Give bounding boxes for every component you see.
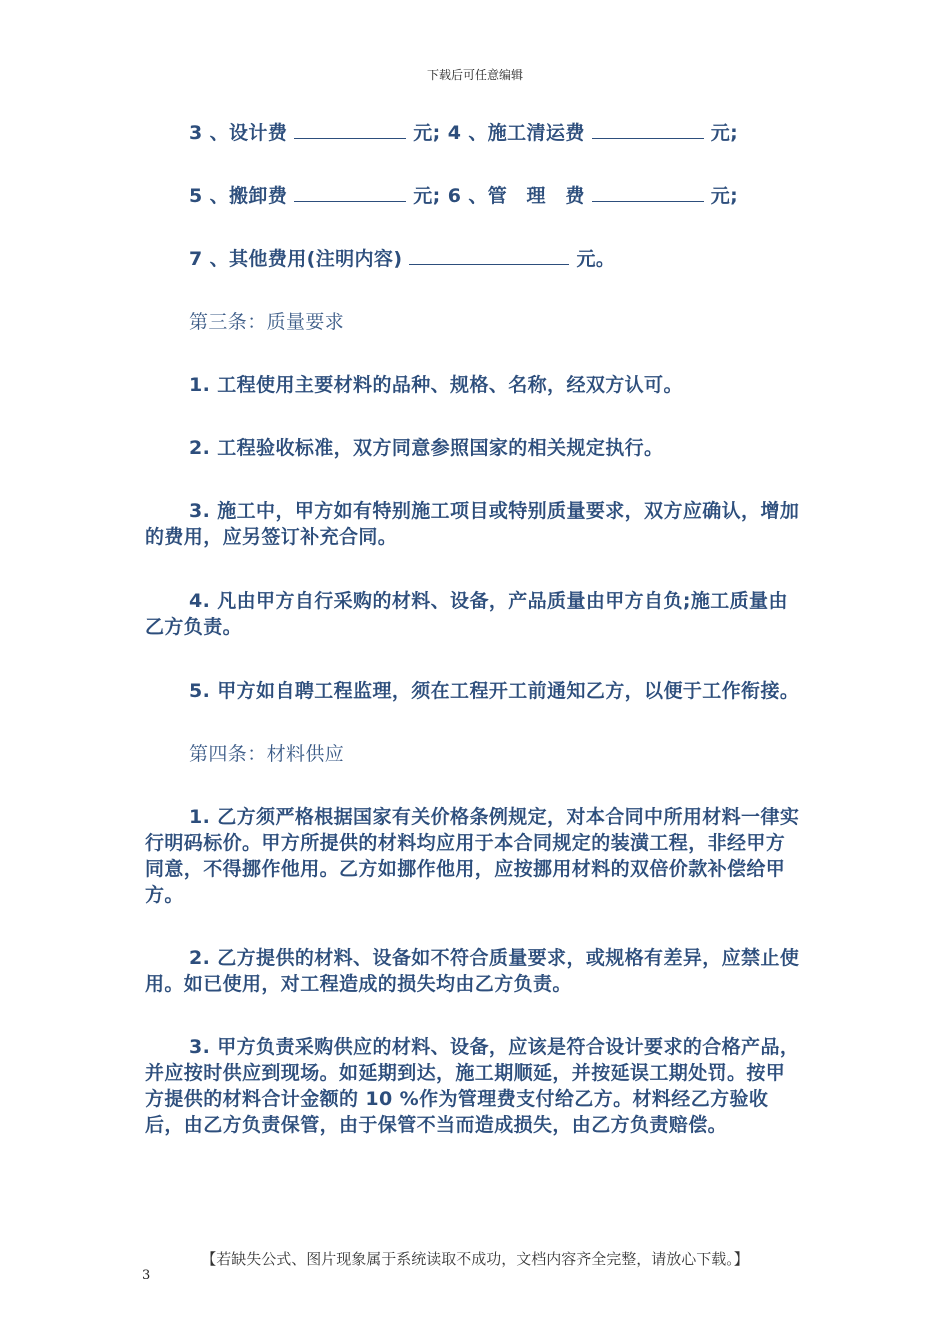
download-notice: 【若缺失公式、图片现象属于系统读取不成功，文档内容齐全完整，请放心下载。】: [201, 1250, 749, 1268]
fill-blank-design[interactable]: [294, 123, 406, 139]
fee-row-handling-management: [145, 183, 800, 209]
fee-label-cleanup: 元; 4 、施工清运费: [413, 122, 585, 144]
fill-blank-other[interactable]: [409, 249, 569, 265]
fill-blank-handling[interactable]: [294, 186, 406, 202]
document-body: [145, 120, 800, 1138]
clause-item: 1. 工程使用主要材料的品种、规格、名称，经双方认可。: [189, 374, 683, 396]
fill-blank-management[interactable]: [592, 186, 704, 202]
clause-item: 1. 乙方须严格根据国家有关价格条例规定，对本合同中所用材料一律实行明码标价。甲方所提供的材料均应用于本合同规定的装潢工程，非经甲方同意，不得挪作他用。乙方如挪作他用，应按挪用材料的双倍价款补偿给甲方。: [145, 806, 800, 906]
page-number: 3: [142, 1268, 151, 1283]
clause-item: 3. 施工中，甲方如有特别施工项目或特别质量要求，双方应确认，增加的费用，应另签订补充合同。: [145, 500, 800, 548]
clause-item: 4. 凡由甲方自行采购的材料、设备，产品质量由甲方自负;施工质量由乙方负责。: [145, 590, 788, 638]
fee-label-other: 7 、其他费用(注明内容): [189, 248, 403, 270]
fee-unit: 元;: [710, 122, 739, 144]
fee-unit: 元;: [710, 185, 739, 207]
clause-item: 3. 甲方负责采购供应的材料、设备，应该是符合设计要求的合格产品，并应按时供应到现场。如延期到达，施工期顺延，并按延误工期处罚。按甲方提供的材料合计金额的 10 %作为管理费支付给乙方。材料经乙方验收后，由乙方负责保管，由于保管不当而造成损失，由乙方负责赔偿。: [145, 1036, 800, 1136]
fee-label-management: 元; 6 、管 理 费: [413, 185, 585, 207]
clause-item: 2. 工程验收标准，双方同意参照国家的相关规定执行。: [189, 437, 664, 459]
fee-row-design-cleanup: [145, 120, 800, 146]
fill-blank-cleanup[interactable]: [592, 123, 704, 139]
fee-unit: 元。: [576, 248, 616, 270]
section-heading-materials: 第四条：材料供应: [189, 743, 345, 765]
fee-label-design: 3 、设计费: [189, 122, 288, 144]
clause-item: 5. 甲方如自聘工程监理，须在工程开工前通知乙方，以便于工作衔接。: [189, 680, 800, 702]
fee-label-handling: 5 、搬卸费: [189, 185, 288, 207]
section-heading-quality: 第三条：质量要求: [189, 311, 345, 333]
fee-row-other: [145, 246, 800, 272]
page-header: 下载后可任意编辑: [426, 68, 523, 82]
clause-item: 2. 乙方提供的材料、设备如不符合质量要求，或规格有差异，应禁止使用。如已使用，对工程造成的损失均由乙方负责。: [145, 947, 800, 995]
